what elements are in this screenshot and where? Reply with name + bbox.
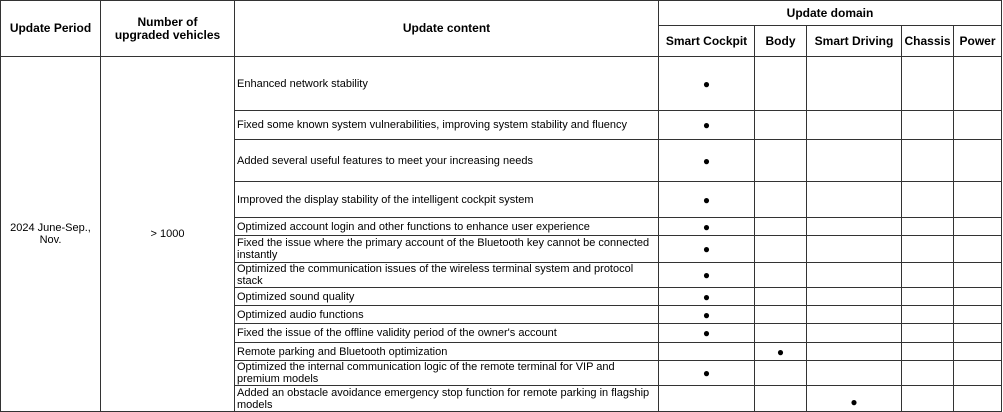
domain-cell xyxy=(902,343,954,361)
domain-marker: ● xyxy=(702,289,711,304)
header-domain-smart-driving: Smart Driving xyxy=(807,26,902,57)
domain-cell xyxy=(807,182,902,218)
domain-cell xyxy=(659,306,755,324)
update-content-cell: Added several useful features to meet your increasing needs xyxy=(235,140,659,182)
domain-cell xyxy=(659,263,755,288)
domain-cell xyxy=(755,182,807,218)
domain-cell xyxy=(807,57,902,111)
domain-cell xyxy=(659,343,755,361)
header-domain-body: Body xyxy=(755,26,807,57)
domain-cell xyxy=(755,111,807,140)
domain-cell xyxy=(755,288,807,306)
domain-cell xyxy=(807,361,902,386)
update-content-cell: Optimized the internal communication logic of the remote terminal for VIP and premium models xyxy=(235,361,659,386)
domain-cell xyxy=(902,218,954,236)
domain-cell xyxy=(755,324,807,343)
domain-cell xyxy=(954,236,1002,263)
domain-cell xyxy=(902,236,954,263)
domain-cell xyxy=(954,111,1002,140)
domain-cell xyxy=(902,324,954,343)
domain-cell xyxy=(954,182,1002,218)
domain-cell xyxy=(659,386,755,412)
domain-cell xyxy=(755,263,807,288)
domain-cell xyxy=(902,57,954,111)
update-period-cell: 2024 June-Sep., Nov. xyxy=(1,57,101,412)
domain-cell xyxy=(807,218,902,236)
domain-marker: ● xyxy=(702,153,711,168)
domain-cell xyxy=(902,263,954,288)
header-update-period: Update Period xyxy=(1,1,101,57)
domain-cell xyxy=(755,306,807,324)
header-domain-power: Power xyxy=(954,26,1002,57)
update-content-cell: Enhanced network stability xyxy=(235,57,659,111)
update-content-cell: Optimized sound quality xyxy=(235,288,659,306)
domain-cell xyxy=(755,57,807,111)
domain-cell xyxy=(954,324,1002,343)
domain-cell xyxy=(807,343,902,361)
header-domain-smart-cockpit: Smart Cockpit xyxy=(659,26,755,57)
update-content-cell: Fixed the issue where the primary account of the Bluetooth key cannot be connected instantly xyxy=(235,236,659,263)
domain-cell xyxy=(807,288,902,306)
domain-cell xyxy=(954,140,1002,182)
domain-cell xyxy=(659,236,755,263)
domain-cell xyxy=(659,361,755,386)
domain-cell xyxy=(659,182,755,218)
domain-cell xyxy=(902,140,954,182)
domain-cell xyxy=(954,306,1002,324)
upgraded-vehicles-cell: > 1000 xyxy=(101,57,235,412)
update-content-cell: Fixed the issue of the offline validity period of the owner's account xyxy=(235,324,659,343)
domain-cell xyxy=(755,218,807,236)
domain-cell xyxy=(755,343,807,361)
header-update-content: Update content xyxy=(235,1,659,57)
domain-marker: ● xyxy=(702,326,711,340)
domain-marker: ● xyxy=(702,242,711,256)
domain-cell xyxy=(807,111,902,140)
domain-cell xyxy=(659,140,755,182)
domain-cell xyxy=(902,361,954,386)
domain-cell xyxy=(807,324,902,343)
domain-marker: ● xyxy=(702,118,711,132)
domain-cell xyxy=(755,140,807,182)
domain-cell xyxy=(659,218,755,236)
domain-cell xyxy=(954,218,1002,236)
update-content-cell: Remote parking and Bluetooth optimization xyxy=(235,343,659,361)
domain-marker: ● xyxy=(702,268,711,282)
update-content-cell: Added an obstacle avoidance emergency stop function for remote parking in flagship models xyxy=(235,386,659,412)
domain-cell xyxy=(755,236,807,263)
update-content-cell: Optimized audio functions xyxy=(235,306,659,324)
domain-cell xyxy=(807,263,902,288)
domain-marker: ● xyxy=(702,366,711,380)
domain-cell xyxy=(902,306,954,324)
domain-marker: ● xyxy=(776,344,785,359)
domain-cell xyxy=(659,111,755,140)
domain-cell xyxy=(807,140,902,182)
table-row xyxy=(1,57,1002,111)
update-content-cell: Improved the display stability of the intelligent cockpit system xyxy=(235,182,659,218)
domain-marker: ● xyxy=(702,219,711,234)
domain-cell xyxy=(954,386,1002,412)
domain-cell xyxy=(659,288,755,306)
domain-cell xyxy=(954,57,1002,111)
domain-cell xyxy=(659,57,755,111)
header-upgraded-vehicles: Number of upgraded vehicles xyxy=(101,1,235,57)
domain-cell xyxy=(902,111,954,140)
domain-cell xyxy=(954,263,1002,288)
domain-cell xyxy=(954,361,1002,386)
domain-marker: ● xyxy=(702,307,711,322)
header-domain-chassis: Chassis xyxy=(902,26,954,57)
domain-cell xyxy=(807,386,902,412)
header-update-domain: Update domain xyxy=(659,1,1002,26)
update-content-cell: Optimized the communication issues of the wireless terminal system and protocol stack xyxy=(235,263,659,288)
domain-cell xyxy=(902,288,954,306)
domain-marker: ● xyxy=(850,394,858,409)
domain-cell xyxy=(659,324,755,343)
domain-marker: ● xyxy=(702,76,711,91)
domain-cell xyxy=(902,182,954,218)
table-body xyxy=(1,57,1002,412)
domain-cell xyxy=(807,306,902,324)
update-content-cell: Optimized account login and other functions to enhance user experience xyxy=(235,218,659,236)
domain-cell xyxy=(755,361,807,386)
domain-cell xyxy=(807,236,902,263)
update-content-cell: Fixed some known system vulnerabilities, improving system stability and fluency xyxy=(235,111,659,140)
domain-cell xyxy=(954,343,1002,361)
domain-cell xyxy=(902,386,954,412)
domain-cell xyxy=(755,386,807,412)
domain-marker: ● xyxy=(702,192,711,207)
domain-cell xyxy=(954,288,1002,306)
